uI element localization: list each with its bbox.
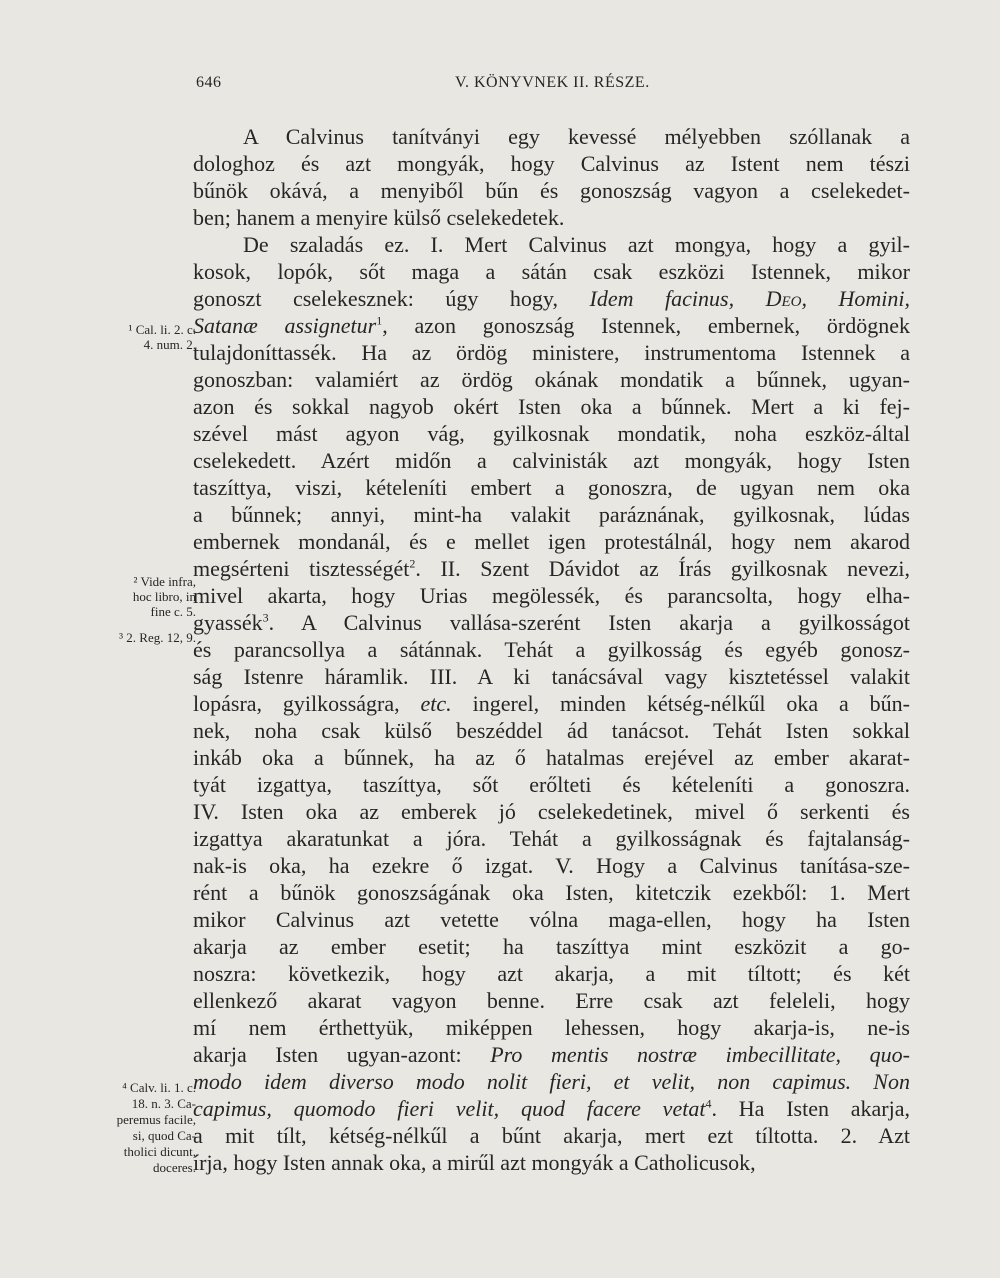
text-run: etc. (420, 691, 452, 716)
text-run: mikor Calvinus azt vetette vólna maga-ellen, hogy ha Isten (193, 907, 910, 932)
text-line (193, 176, 910, 206)
text-run: bűnök okává, a menyiből bűn és gonoszság vagyon a cselekedet- (193, 178, 910, 203)
text-run: ingerel, minden kétség-nélkűl oka a bűn- (451, 691, 910, 716)
text-run: mivel akarta, hogy Urias megölessék, és parancsolta, hogy elha- (193, 583, 910, 608)
text-run: és parancsollya a sátánnak. Tehát a gyilkosság és egyéb gonosz- (193, 637, 910, 662)
margin-note-line: ¹ Cal. li. 2. c. (128, 322, 196, 337)
text-run: ság Istenre háramlik. III. A ki tanácsával vagy kisztetéssel valakit (193, 664, 910, 689)
text-run: dologhoz és azt mongyák, hogy Calvinus az Istent nem tészi (193, 151, 910, 176)
text-run: azon és sokkal nagyob okért Isten oka a bűnnek. Mert a ki fej- (193, 394, 910, 419)
text-line (193, 311, 910, 341)
text-run: mí nem érthettyük, miképpen lehessen, hogy akarja-is, ne-is (193, 1015, 910, 1040)
running-header (170, 74, 910, 104)
text-line (193, 1040, 910, 1070)
running-title: V. KÖNYVNEK II. RÉSZE. (455, 74, 650, 91)
margin-note (66, 630, 196, 645)
margin-note (66, 574, 196, 619)
text-run: Homini, (838, 286, 910, 311)
text-run: gonoszban: valamiért az ördög okának mondatik a bűnnek, ugyan- (193, 367, 910, 392)
text-run: rént a bűnök gonoszságának oka Isten, kitetczik ezekből: 1. Mert (193, 880, 910, 905)
text-line (193, 581, 910, 611)
text-run: . II. Szent Dávidot az Írás gyilkosnak nevezi, (415, 556, 910, 581)
margin-note-line: 4. num. 2. (143, 337, 196, 352)
text-line (193, 392, 910, 422)
text-run: , azon gonoszság Istennek, embernek, ördögnek (382, 313, 910, 338)
text-run: IV. Isten oka az emberek jó cselekedetinek, mivel ő serkenti és (193, 799, 910, 824)
margin-note-line: doceres. (153, 1160, 196, 1175)
text-run: taszíttya, viszi, kételeníti embert a gonoszra, de ugyan nem oka (193, 475, 910, 500)
text-run: ellenkező akarat vagyon benne. Erre csak azt feleleli, hogy (193, 988, 910, 1013)
text-run: . A Calvinus vallása-szerént Isten akarja a gyilkosságot (268, 610, 910, 635)
footnote-ref: 4 (705, 1096, 712, 1111)
text-line (193, 1013, 910, 1043)
text-run: De szaladás ez. I. Mert Calvinus azt mongya, hogy a gyil- (243, 232, 910, 257)
text-run: capimus, quomodo fieri velit, quod facere vetat (193, 1096, 706, 1121)
text-line (193, 662, 910, 692)
margin-note-line: tholici dicunt, (123, 1144, 196, 1159)
text-run: kosok, lopók, sőt maga a sátán csak eszközi Istennek, mikor (193, 259, 910, 284)
text-run: nek, noha csak külső beszéddel ád tanácsot. Tehát Isten sokkal (193, 718, 910, 743)
text-line (193, 905, 910, 935)
text-run: embernek mondanál, és e mellet igen protestálnál, hogy nem akarod (193, 529, 910, 554)
margin-note-line: ³ 2. Reg. 12, 9. (119, 630, 196, 645)
text-line (193, 959, 910, 989)
text-line (193, 1094, 910, 1124)
text-line (193, 527, 910, 557)
text-line (193, 1067, 910, 1097)
text-run: modo idem diverso modo nolit fieri, et velit, non capimus. Non (193, 1069, 910, 1094)
text-line (193, 446, 910, 476)
margin-note (66, 1080, 196, 1176)
text-run: ben; hanem a menyire külső cselekedetek. (193, 205, 565, 230)
text-run: Satanæ assignetur (193, 313, 377, 338)
text-run: szével mást agyon vág, gyilkosnak mondatik, noha eszköz-által (193, 421, 910, 446)
margin-note-line: si, quod Ca- (132, 1128, 196, 1143)
text-run: a bűnnek; annyi, mint-ha valakit paráznának, gyilkosnak, lúdas (193, 502, 910, 527)
text-run: inkáb oka a bűnnek, ha az ő hatalmas erejével az ember akarat- (193, 745, 910, 770)
footnote-ref: 3 (262, 610, 269, 625)
margin-note-line: hoc libro, in (132, 589, 196, 604)
margin-note-line: 18. n. 3. Ca- (131, 1096, 196, 1111)
text-run: . Ha Isten akarja, (711, 1096, 910, 1121)
text-run: Deo, (765, 286, 839, 311)
text-line (193, 851, 910, 881)
text-run: Idem facinus, (589, 286, 766, 311)
text-run: a mit tílt, kétség-nélkűl a bűnt akarja, mert ezt tíltotta. 2. Azt (193, 1123, 910, 1148)
text-line (193, 473, 910, 503)
text-line (243, 230, 910, 260)
text-line (193, 419, 910, 449)
text-run: akarja Isten ugyan-azont: (193, 1042, 491, 1067)
text-run: írja, hogy Isten annak oka, a mirűl azt mongyák a Catholicusok, (193, 1150, 756, 1175)
text-line (193, 149, 910, 179)
footnote-ref: 1 (376, 313, 383, 328)
text-line (193, 689, 910, 719)
text-run: izgattya akaratunkat a jóra. Tehát a gyilkosságnak és fajtalanság- (193, 826, 910, 851)
text-run: gyassék (193, 610, 263, 635)
margin-note (66, 322, 196, 352)
text-line (193, 932, 910, 962)
text-line (193, 743, 910, 773)
text-run: gonoszt cselekesznek: úgy hogy, (193, 286, 590, 311)
text-line (193, 284, 910, 314)
margin-note-line: fine c. 5. (150, 604, 196, 619)
text-run: cselekedett. Azért midőn a calvinisták azt mongyák, hogy Isten (193, 448, 910, 473)
text-run: tyát izgattya, taszíttya, sőt erőlteti és kételeníti a gonoszra. (193, 772, 910, 797)
text-line (193, 257, 910, 287)
text-line (193, 554, 910, 584)
text-line (193, 608, 910, 638)
text-line (193, 338, 910, 368)
text-line (193, 986, 910, 1016)
footnote-ref: 2 (409, 556, 416, 571)
text-line (193, 500, 910, 530)
text-line (193, 203, 910, 233)
text-run: tulajdoníttassék. Ha az ördög ministere, instrumentoma Istennek a (193, 340, 910, 365)
text-run: noszra: következik, hogy azt akarja, a mit tíltott; és két (193, 961, 910, 986)
text-run: nak-is oka, ha ezekre ő izgat. V. Hogy a Calvinus tanítása-sze- (193, 853, 910, 878)
text-line (193, 1148, 910, 1178)
text-run: akarja az ember esetit; ha taszíttya mint eszközit a go- (193, 934, 910, 959)
text-line (193, 797, 910, 827)
text-run: megsérteni tisztességét (193, 556, 410, 581)
text-line (193, 770, 910, 800)
text-line (243, 122, 910, 152)
margin-note-line: ⁴ Calv. li. 1. c. (122, 1080, 196, 1095)
margin-note-line: peremus facile, (116, 1112, 196, 1127)
page-number: 646 (196, 74, 222, 91)
text-line (193, 878, 910, 908)
text-line (193, 716, 910, 746)
text-line (193, 1121, 910, 1151)
text-line (193, 824, 910, 854)
text-run: A Calvinus tanítványi egy kevessé mélyebben szóllanak a (243, 124, 910, 149)
margin-note-line: ² Vide infra, (133, 574, 196, 589)
text-run: lopásra, gyilkosságra, (193, 691, 421, 716)
text-line (193, 365, 910, 395)
text-run: Pro mentis nostræ imbecillitate, quo- (490, 1042, 910, 1067)
text-line (193, 635, 910, 665)
